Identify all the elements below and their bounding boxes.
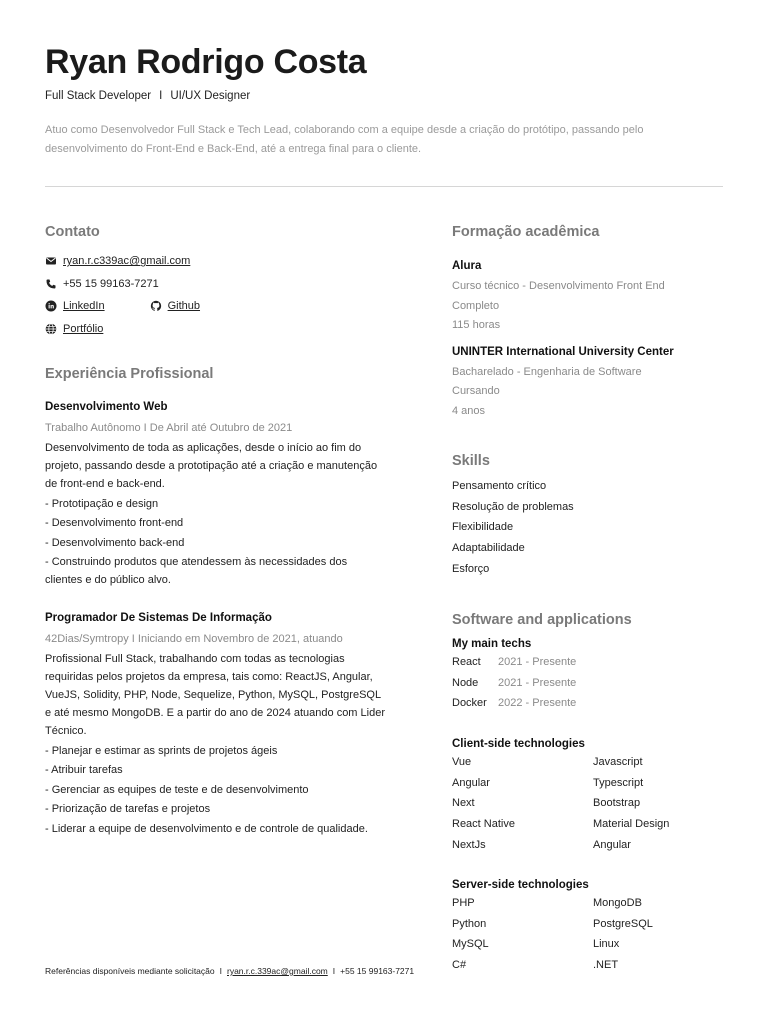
client-side-block — [452, 736, 732, 856]
job-bullet: - Construindo produtos que atendessem às necessidades dos clientes e do público alvo. — [45, 556, 348, 586]
tech-item: .NET — [593, 959, 619, 972]
tech-item: PHP — [452, 897, 475, 909]
education-item — [452, 258, 732, 336]
job-subtitle: Trabalho Autônomo I De Abril até Outubro de 2021 — [45, 422, 293, 434]
globe-icon — [45, 323, 57, 335]
phone-icon — [45, 278, 57, 290]
job-bullet: - Gerenciar as equipes de teste e de desenvolvimento — [45, 783, 309, 796]
tech-row — [452, 652, 732, 673]
footer-references: Referências disponíveis mediante solicitação — [45, 966, 215, 976]
tech-item: Bootstrap — [593, 797, 641, 810]
education-item — [452, 344, 732, 422]
main-techs — [452, 636, 732, 714]
tech-item: Next — [452, 797, 475, 810]
server-side-title: Server-side technologies — [452, 879, 589, 891]
course-status: Cursando — [452, 385, 500, 397]
tech-item: Javascript — [593, 756, 643, 768]
job-description: Desenvolvimento de toda as aplicações, desde o início ao fim do projeto, passando desde a prototipação até a criação e manutenção de front-end e back-end. — [45, 442, 378, 490]
linkedin-icon — [45, 300, 57, 312]
tech-row — [452, 693, 732, 714]
tech-item: React Native — [452, 818, 515, 831]
course-name: Bacharelado - Engenharia de Software — [452, 365, 642, 378]
job-bullet: - Desenvolvimento front-end — [45, 517, 184, 529]
skill-item: Pensamento crítico — [452, 480, 547, 492]
tech-item: C# — [452, 959, 467, 972]
footer-email-link[interactable]: ryan.r.c.339ac@gmail.com — [227, 966, 328, 976]
tech-item: Vue — [452, 756, 472, 768]
skills-list — [452, 476, 732, 580]
skill-item: Flexibilidade — [452, 521, 514, 534]
tech-name: React — [452, 656, 481, 668]
school-name: Alura — [452, 260, 482, 272]
client-side-grid — [452, 752, 732, 856]
contact-email-row — [45, 250, 200, 273]
tech-item: Linux — [593, 938, 620, 951]
tech-period: 2022 - Presente — [498, 697, 577, 710]
course-duration: 4 anos — [452, 404, 486, 417]
roles-line — [45, 88, 250, 104]
github-entry — [150, 300, 200, 312]
footer-phone: +55 15 99163-7271 — [340, 966, 415, 976]
resume-name: Ryan Rodrigo Costa — [45, 43, 367, 81]
tech-row — [452, 673, 732, 694]
job-bullet: - Prototipação e design — [45, 497, 159, 510]
experience-heading: Experiência Profissional — [45, 366, 214, 382]
tech-item: MongoDB — [593, 897, 642, 909]
client-side-title: Client-side technologies — [452, 738, 585, 750]
job-bullets — [45, 495, 385, 590]
footer-line — [45, 965, 414, 977]
course-status: Completo — [452, 299, 500, 312]
footer-separator: I — [332, 966, 336, 976]
tech-item: NextJs — [452, 838, 486, 851]
tech-name: Node — [452, 676, 479, 689]
tech-item: Typescript — [593, 776, 644, 789]
profile-summary: Atuo como Desenvolvedor Full Stack e Tech Lead, colaborando com a equipe desde a criação do protótipo, passando pelo desenvolvimento do Front-End e Back-End, até a entrega final para o cliente. — [45, 124, 644, 155]
tech-item: PostgreSQL — [593, 917, 653, 930]
portfolio-link[interactable]: Portfólio — [63, 322, 104, 335]
job-title: Programador De Sistemas De Informação — [45, 612, 272, 624]
email-icon — [45, 255, 57, 267]
role-secondary: UI/UX Designer — [170, 90, 251, 102]
linkedin-link[interactable]: LinkedIn — [63, 300, 105, 313]
education-heading: Formação acadêmica — [452, 224, 600, 240]
github-icon — [150, 300, 162, 312]
job-bullet: - Atribuir tarefas — [45, 764, 123, 776]
contact-list — [45, 250, 200, 340]
software-heading: Software and applications — [452, 612, 632, 628]
tech-item: Angular — [593, 838, 631, 851]
tech-item: Material Design — [593, 818, 670, 831]
tech-item: Python — [452, 917, 487, 930]
job-title: Desenvolvimento Web — [45, 401, 168, 413]
skill-item: Esforço — [452, 562, 490, 575]
school-name: UNINTER International University Center — [452, 345, 674, 358]
header-divider — [45, 186, 723, 187]
email-link[interactable]: ryan.r.c339ac@gmail.com — [63, 255, 191, 268]
job-bullet: - Priorização de tarefas e projetos — [45, 803, 211, 815]
github-link[interactable]: Github — [167, 300, 201, 313]
job-bullet: - Planejar e estimar as sprints de projetos ágeis — [45, 744, 278, 757]
job-description: Profissional Full Stack, trabalhando com todas as tecnologias requiridas pelos projetos da empresa, tais como: ReactJS, Angular, VueJS, Solidity, PHP, Node, Sequelize, Python, MySQL, PostgreSQL e até mesmo MongoDB. E a partir do ano de 2024 atuando com Lider Técnico. — [45, 653, 385, 737]
job-bullet: - Desenvolvimento back-end — [45, 536, 185, 549]
contact-phone-row — [45, 273, 200, 296]
contact-portfolio-row — [45, 318, 200, 341]
main-techs-title: My main techs — [452, 638, 532, 650]
job-bullet: - Liderar a equipe de desenvolvimento e de controle de qualidade. — [45, 822, 368, 835]
server-side-block — [452, 877, 732, 976]
phone-number: +55 15 99163-7271 — [63, 277, 159, 290]
experience-item — [45, 610, 385, 838]
tech-item: Angular — [452, 776, 490, 789]
experience-item — [45, 399, 385, 589]
education-list — [452, 258, 732, 429]
course-name: Curso técnico - Desenvolvimento Front End — [452, 280, 665, 292]
course-duration: 115 horas — [452, 319, 501, 331]
skill-item: Resolução de problemas — [452, 500, 574, 513]
skills-heading: Skills — [452, 453, 490, 469]
skill-item: Adaptabilidade — [452, 542, 525, 555]
job-subtitle: 42Dias/Symtropy I Iniciando em Novembro de 2021, atuando — [45, 633, 343, 645]
tech-item: MySQL — [452, 938, 489, 951]
tech-name: Docker — [452, 697, 487, 710]
contact-social-row — [45, 295, 200, 318]
server-side-grid — [452, 893, 732, 976]
tech-period: 2021 - Presente — [498, 656, 577, 668]
job-bullets — [45, 742, 385, 838]
role-primary: Full Stack Developer — [45, 90, 152, 102]
tech-period: 2021 - Presente — [498, 676, 577, 689]
contact-heading: Contato — [45, 224, 100, 240]
footer-separator: I — [219, 966, 222, 976]
role-separator: I — [159, 90, 163, 102]
